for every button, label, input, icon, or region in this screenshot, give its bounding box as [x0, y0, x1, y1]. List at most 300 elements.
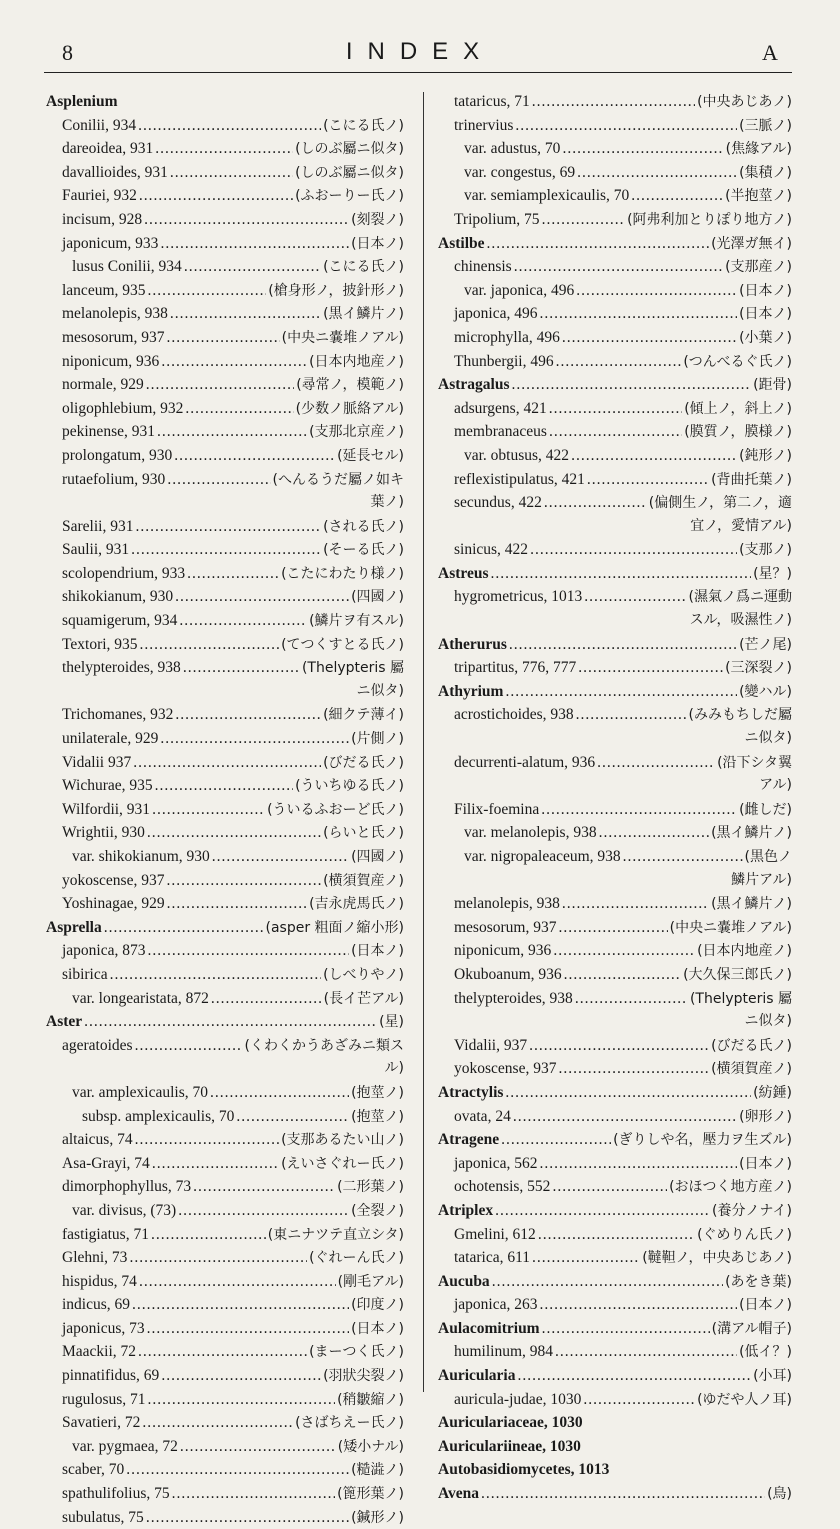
leader-dots: [578, 656, 723, 680]
leader-dots: [515, 114, 737, 138]
entry-name: ochotensis, 552: [454, 1178, 551, 1196]
leader-dots: [139, 184, 293, 208]
leader-dots: [540, 1152, 738, 1176]
index-entry: [46, 1340, 404, 1364]
leader-dots: [160, 232, 349, 256]
entry-name: rutaefolium, 930: [62, 470, 166, 488]
entry-gloss: (四國ノ): [351, 589, 404, 606]
index-entry: [438, 208, 792, 232]
entry-name: acrostichoides, 938: [454, 706, 574, 724]
leader-dots: [491, 562, 752, 586]
index-entry: [46, 727, 404, 751]
index-genus-entry: [438, 1270, 792, 1294]
entry-gloss: (東ニナツテ直立シタ): [267, 1226, 404, 1243]
index-entry: [438, 585, 792, 609]
entry-gloss: (變ハル): [739, 683, 792, 700]
leader-dots: [139, 1270, 336, 1294]
entry-gloss: (三深裂ノ): [725, 660, 792, 677]
index-entry: [46, 1034, 404, 1058]
leader-dots: [147, 1317, 349, 1341]
entry-name: adsurgens, 421: [454, 399, 547, 417]
index-genus-entry: [438, 1482, 792, 1506]
index-entry-continuation: [438, 515, 792, 539]
index-entry: [46, 798, 404, 822]
entry-gloss: (さばちえー氏ノ): [295, 1415, 404, 1432]
leader-dots: [542, 208, 626, 232]
leader-dots: [599, 821, 709, 845]
entry-name: var. divisus, (73): [72, 1201, 177, 1219]
entry-gloss: ニ似タ): [744, 1013, 792, 1030]
entry-name: tataricus, 71: [454, 93, 530, 110]
index-entry: [438, 350, 792, 374]
entry-gloss: ニ似タ): [356, 682, 404, 699]
index-entry: [46, 444, 404, 468]
index-entry: [438, 656, 792, 680]
entry-name: decurrenti-alatum, 936: [454, 753, 596, 771]
entry-gloss: (支那ノ): [739, 542, 792, 559]
entry-gloss: (Thelypteris 屬: [689, 990, 792, 1007]
entry-name: Avena: [438, 1485, 480, 1503]
index-entry: [438, 326, 792, 350]
index-entry: [46, 1223, 404, 1247]
entry-gloss: (中央ニ嚢堆ノアル): [281, 329, 404, 346]
index-entry: [46, 1293, 404, 1317]
entry-name: Fauriei, 932: [62, 187, 137, 205]
leader-dots: [148, 1388, 336, 1412]
entry-name: pinnatifidus, 69: [62, 1367, 160, 1385]
index-entry: [46, 1388, 404, 1412]
entry-gloss: (まーつく氏ノ): [309, 1344, 404, 1361]
leader-dots: [110, 963, 321, 987]
index-entry: [438, 255, 792, 279]
entry-gloss: (中央ニ嚢堆ノアル): [669, 919, 792, 936]
entry-gloss: (黒イ鱗片ノ): [711, 896, 792, 913]
entry-name: Atragene: [438, 1131, 500, 1149]
leader-dots: [131, 538, 321, 562]
leader-dots: [540, 302, 738, 326]
leader-dots: [135, 515, 321, 539]
index-entry: [46, 114, 404, 138]
leader-dots: [185, 397, 293, 421]
entry-name: davallioides, 931: [62, 163, 168, 181]
index-entry: [438, 397, 792, 421]
entry-gloss: (細クテ薄イ): [323, 707, 404, 724]
leader-dots: [532, 1246, 640, 1270]
leader-dots: [161, 350, 307, 374]
entry-gloss: (中央あじあノ): [697, 94, 792, 110]
leader-dots: [538, 1223, 695, 1247]
leader-dots: [487, 232, 710, 256]
entry-gloss: (鈍形ノ): [739, 447, 792, 464]
index-entry: [46, 302, 404, 326]
index-entry: [46, 751, 404, 775]
entry-name: japonica, 496: [454, 305, 538, 323]
index-entry: [46, 774, 404, 798]
entry-gloss: (芒ノ尾): [739, 636, 792, 653]
index-entry: [46, 939, 404, 963]
entry-gloss: (鱗片ヲ有スル): [309, 613, 404, 630]
entry-gloss: (韃靼ノ，中央あじあノ): [642, 1250, 792, 1267]
entry-gloss: (濕氣ノ爲ニ運動: [688, 589, 792, 606]
entry-gloss: (阿弗利加とりぽり地方ノ): [627, 211, 792, 228]
index-entry-continuation: [46, 491, 404, 515]
index-entry: [438, 845, 792, 869]
index-entry: [46, 1482, 404, 1506]
index-entry: [438, 1223, 792, 1247]
index-entry: [46, 585, 404, 609]
index-entry: [46, 397, 404, 421]
leader-dots: [104, 916, 264, 940]
leader-dots: [140, 633, 280, 657]
entry-gloss: (黒イ鱗片ノ): [323, 306, 404, 323]
entry-name: var. pygmaea, 72: [72, 1437, 178, 1455]
leader-dots: [555, 1340, 737, 1364]
entry-gloss: (こにる氏ノ): [323, 117, 404, 134]
index-entry-continuation: [438, 727, 792, 751]
leader-dots: [562, 892, 709, 916]
entry-gloss: (日本ノ): [351, 943, 404, 960]
entry-name: Wrightii, 930: [62, 824, 145, 842]
entry-name: Astragalus: [438, 376, 510, 394]
index-genus-entry: [438, 562, 792, 586]
index-entry: [438, 751, 792, 775]
index-entry: [46, 515, 404, 539]
entry-name: melanolepis, 938: [62, 305, 168, 323]
entry-name: Astilbe: [438, 234, 485, 252]
index-entry-continuation: [438, 869, 792, 893]
index-entry: [46, 373, 404, 397]
entry-gloss: (らいと氏ノ): [323, 825, 404, 842]
entry-gloss: (星): [379, 1014, 404, 1031]
leader-dots: [631, 184, 723, 208]
page-header: [0, 0, 840, 80]
entry-gloss: (日本ノ): [739, 1297, 792, 1314]
entry-gloss: (しのぶ屬ニ似タ): [295, 141, 404, 158]
entry-gloss: (篦形葉ノ): [337, 1486, 404, 1503]
entry-gloss: (片側ノ): [351, 731, 404, 748]
entry-name: Athyrium: [438, 682, 504, 700]
index-entry: [46, 420, 404, 444]
index-genus-entry: [438, 1411, 792, 1435]
entry-gloss: (羽狀尖裂ノ): [323, 1368, 404, 1385]
leader-dots: [562, 137, 723, 161]
entry-name: var. nigropaleaceum, 938: [464, 848, 621, 865]
index-genus-entry: [46, 916, 404, 940]
index-entry: [46, 350, 404, 374]
index-genus-entry: [438, 1081, 792, 1105]
leader-dots: [511, 373, 751, 397]
entry-name: Aster: [46, 1013, 83, 1031]
leader-dots: [170, 302, 321, 326]
entry-name: niponicum, 936: [454, 942, 552, 960]
entry-name: tatarica, 611: [454, 1249, 531, 1267]
leader-dots: [549, 420, 682, 444]
leader-dots: [532, 90, 695, 114]
entry-name: chinensis: [454, 258, 512, 276]
leader-dots: [501, 1128, 611, 1152]
leader-dots: [505, 1081, 751, 1105]
entry-name: subsp. amplexicaulis, 70: [82, 1107, 235, 1125]
entry-gloss: (養分ノナイ): [712, 1202, 792, 1219]
index-entry: [438, 916, 792, 940]
index-genus-entry: [438, 1317, 792, 1341]
leader-dots: [541, 798, 737, 822]
entry-name: squamigerum, 934: [62, 612, 178, 630]
entry-name: Conilii, 934: [62, 116, 137, 134]
entry-name: Yoshinagae, 929: [62, 895, 165, 913]
entry-name: Sarelii, 931: [62, 517, 134, 535]
entry-gloss: スル，吸濕性ノ): [689, 612, 792, 629]
entry-gloss: (傾上ノ，斜上ノ): [684, 400, 792, 417]
leader-dots: [178, 1199, 349, 1223]
leader-dots: [212, 845, 349, 869]
entry-name: japonicus, 73: [62, 1319, 145, 1337]
leader-dots: [495, 1199, 710, 1223]
leader-dots: [540, 1293, 738, 1317]
entry-name: Aulacomitrium: [438, 1319, 540, 1337]
entry-name: var. melanolepis, 938: [464, 824, 597, 842]
index-entry: [438, 987, 792, 1011]
leader-dots: [505, 680, 737, 704]
entry-gloss: (槍身形ノ，披針形ノ): [268, 282, 404, 299]
index-entry: [46, 633, 404, 657]
leader-dots: [142, 1411, 293, 1435]
index-genus-entry: [438, 373, 792, 397]
entry-name: auricula-judae, 1030: [454, 1390, 582, 1408]
leader-dots: [584, 585, 686, 609]
index-genus-entry: [438, 1435, 792, 1459]
leader-dots: [175, 585, 349, 609]
index-entry-continuation: [46, 1057, 404, 1081]
entry-gloss: (ぎりしや名，壓力ヲ生ズル): [613, 1132, 792, 1149]
leader-dots: [544, 491, 647, 515]
entry-name: ageratoides: [62, 1036, 133, 1054]
leader-dots: [509, 633, 737, 657]
entry-name: Autobasidiomycetes, 1013: [438, 1461, 610, 1479]
entry-gloss: (しのぶ屬ニ似タ): [295, 164, 404, 181]
entry-gloss: (asper 粗面ノ縮小形): [265, 919, 404, 936]
leader-dots: [577, 161, 737, 185]
entry-gloss: (距骨): [753, 377, 792, 394]
leader-dots: [170, 161, 293, 185]
leader-dots: [135, 1128, 279, 1152]
entry-gloss: (抱莖ノ): [351, 1108, 404, 1125]
leader-dots: [597, 751, 715, 775]
entry-name: Maackii, 72: [62, 1343, 137, 1361]
leader-dots: [148, 279, 267, 303]
leader-dots: [513, 1105, 737, 1129]
leader-dots: [184, 255, 321, 279]
leader-dots: [133, 751, 321, 775]
index-entry: [438, 302, 792, 326]
entry-name: Textori, 935: [62, 635, 138, 653]
leader-dots: [161, 1364, 321, 1388]
index-entry: [438, 703, 792, 727]
entry-name: Saulii, 931: [62, 541, 130, 559]
page-number: 8: [62, 40, 73, 65]
leader-dots: [138, 1340, 307, 1364]
entry-gloss: (日本ノ): [351, 1320, 404, 1337]
entry-gloss: 宜ノ，愛情アル): [690, 517, 792, 534]
leader-dots: [135, 1034, 243, 1058]
leader-dots: [549, 397, 682, 421]
entry-gloss: (小耳): [753, 1368, 792, 1385]
entry-name: Astreus: [438, 564, 489, 582]
leader-dots: [193, 1175, 335, 1199]
index-genus-entry: [438, 1128, 792, 1152]
entry-name: var. congestus, 69: [464, 163, 576, 181]
leader-dots: [152, 1152, 279, 1176]
leader-dots: [138, 114, 321, 138]
index-entry-continuation: [438, 609, 792, 633]
entry-gloss: (紡錘): [753, 1084, 792, 1101]
entry-gloss: (鳥): [767, 1486, 792, 1503]
index-entry: [46, 1435, 404, 1459]
entry-name: Aucuba: [438, 1272, 490, 1290]
entry-gloss: 鱗片アル): [731, 871, 792, 888]
entry-gloss: (ういちゆる氏ノ): [295, 778, 404, 795]
entry-gloss: (しべりやノ): [323, 966, 404, 983]
index-entry: [46, 1506, 404, 1529]
entry-gloss: (あをき葉): [725, 1273, 792, 1290]
entry-gloss: (卵形ノ): [739, 1108, 792, 1125]
entry-name: Auricularia: [438, 1367, 516, 1385]
leader-dots: [583, 1388, 695, 1412]
entry-name: var. semiamplexicaulis, 70: [464, 187, 630, 205]
entry-gloss: (半抱莖ノ): [725, 188, 792, 205]
entry-name: scolopendrium, 933: [62, 564, 186, 582]
leader-dots: [576, 703, 687, 727]
entry-gloss: (集積ノ): [739, 164, 792, 181]
leader-dots: [175, 703, 321, 727]
entry-gloss: 葉ノ): [370, 494, 404, 511]
entry-gloss: (日本内地産ノ): [697, 943, 792, 960]
entry-gloss: (される氏ノ): [323, 518, 404, 535]
index-entry-continuation: [438, 1010, 792, 1034]
index-entry: [438, 1246, 792, 1270]
index-entry: [46, 1458, 404, 1482]
entry-gloss: (こにる氏ノ): [323, 259, 404, 276]
entry-name: lusus Conilii, 934: [72, 258, 182, 276]
index-entry: [438, 114, 792, 138]
index-entry: [438, 963, 792, 987]
index-entry: [46, 609, 404, 633]
index-entry: [46, 161, 404, 185]
index-genus-entry: [438, 633, 792, 657]
leader-dots: [575, 987, 688, 1011]
entry-gloss: (支那あるたい山ノ): [281, 1132, 404, 1149]
index-entry: [438, 1293, 792, 1317]
entry-gloss: (びだる氏ノ): [711, 1037, 792, 1054]
index-entry: [438, 420, 792, 444]
index-entry: [46, 869, 404, 893]
entry-name: mesosorum, 937: [62, 328, 165, 346]
index-entry: [46, 1081, 404, 1105]
leader-dots: [152, 798, 265, 822]
entry-name: spathulifolius, 75: [62, 1485, 170, 1503]
index-entry: [438, 491, 792, 515]
entry-gloss: (吉永虎馬氏ノ): [309, 896, 404, 913]
entry-name: subulatus, 75: [62, 1508, 144, 1526]
entry-name: Auriculariineae, 1030: [438, 1437, 581, 1455]
index-entry: [46, 1105, 404, 1129]
entry-name: sinicus, 422: [454, 541, 529, 559]
entry-gloss: (日本ノ): [739, 282, 792, 299]
leader-dots: [492, 1270, 723, 1294]
entry-name: prolongatum, 930: [62, 446, 173, 464]
entry-gloss: (てつくすとる氏ノ): [281, 636, 404, 653]
entry-name: oligophlebium, 932: [62, 399, 184, 417]
entry-name: reflexistipulatus, 421: [454, 470, 585, 488]
index-entry: [438, 1175, 792, 1199]
leader-dots: [183, 656, 300, 680]
entry-gloss: (へんるうだ屬ノ如キ: [272, 471, 404, 488]
entry-gloss: (背曲托葉ノ): [711, 471, 792, 488]
index-entry: [46, 137, 404, 161]
entry-name: var. amplexicaulis, 70: [72, 1083, 209, 1101]
section-letter: A: [762, 40, 778, 65]
leader-dots: [514, 255, 723, 279]
entry-gloss: ル): [384, 1060, 404, 1077]
entry-name: var. obtusus, 422: [464, 446, 570, 464]
entry-gloss: (三脈ノ): [739, 117, 792, 134]
index-genus-entry: [438, 1199, 792, 1223]
leader-dots: [518, 1364, 752, 1388]
index-entry: [46, 279, 404, 303]
entry-gloss: ニ似タ): [744, 730, 792, 747]
entry-name: Atherurus: [438, 635, 507, 653]
leader-dots: [576, 279, 737, 303]
entry-gloss: (少数ノ脈絡アル): [295, 400, 404, 417]
entry-gloss: (日本ノ): [739, 1155, 792, 1172]
index-entry: [46, 892, 404, 916]
column-divider: [423, 92, 424, 1392]
entry-name: indicus, 69: [62, 1296, 131, 1314]
entry-gloss: (膜質ノ，膜様ノ): [684, 424, 792, 441]
entry-gloss: (焦緣アル): [725, 141, 792, 158]
entry-name: Okuboanum, 936: [454, 965, 562, 983]
entry-gloss: (延長セル): [337, 447, 404, 464]
leader-dots: [148, 939, 350, 963]
index-entry: [46, 208, 404, 232]
entry-name: hispidus, 74: [62, 1272, 137, 1290]
entry-name: Filix-foemina: [454, 800, 540, 818]
entry-name: trinervius: [454, 116, 514, 134]
entry-gloss: (ぐめりん氏ノ): [697, 1226, 792, 1243]
leader-dots: [571, 444, 737, 468]
leader-dots: [530, 538, 737, 562]
entry-name: unilaterale, 929: [62, 730, 159, 748]
entry-gloss: (小葉ノ): [739, 329, 792, 346]
entry-gloss: (溝アル帽子): [711, 1320, 792, 1337]
entry-gloss: (横須賀産ノ): [323, 872, 404, 889]
entry-name: dimorphophyllus, 73: [62, 1178, 192, 1196]
index-entry: [438, 1057, 792, 1081]
entry-name: yokoscense, 937: [62, 871, 165, 889]
leader-dots: [180, 1435, 336, 1459]
entry-name: lanceum, 935: [62, 281, 146, 299]
entry-name: thelypteroides, 938: [454, 989, 573, 1007]
entry-name: japonica, 562: [454, 1154, 538, 1172]
entry-name: Trichomanes, 932: [62, 706, 174, 724]
index-entry: [46, 1152, 404, 1176]
entry-name: pekinense, 931: [62, 423, 155, 441]
index-genus-entry: [46, 1010, 404, 1034]
entry-gloss: (四國ノ): [351, 849, 404, 865]
entry-name: mesosorum, 937: [454, 918, 557, 936]
entry-gloss: (沿下シタ翼: [717, 754, 792, 771]
entry-gloss: (日本内地産ノ): [309, 353, 404, 370]
